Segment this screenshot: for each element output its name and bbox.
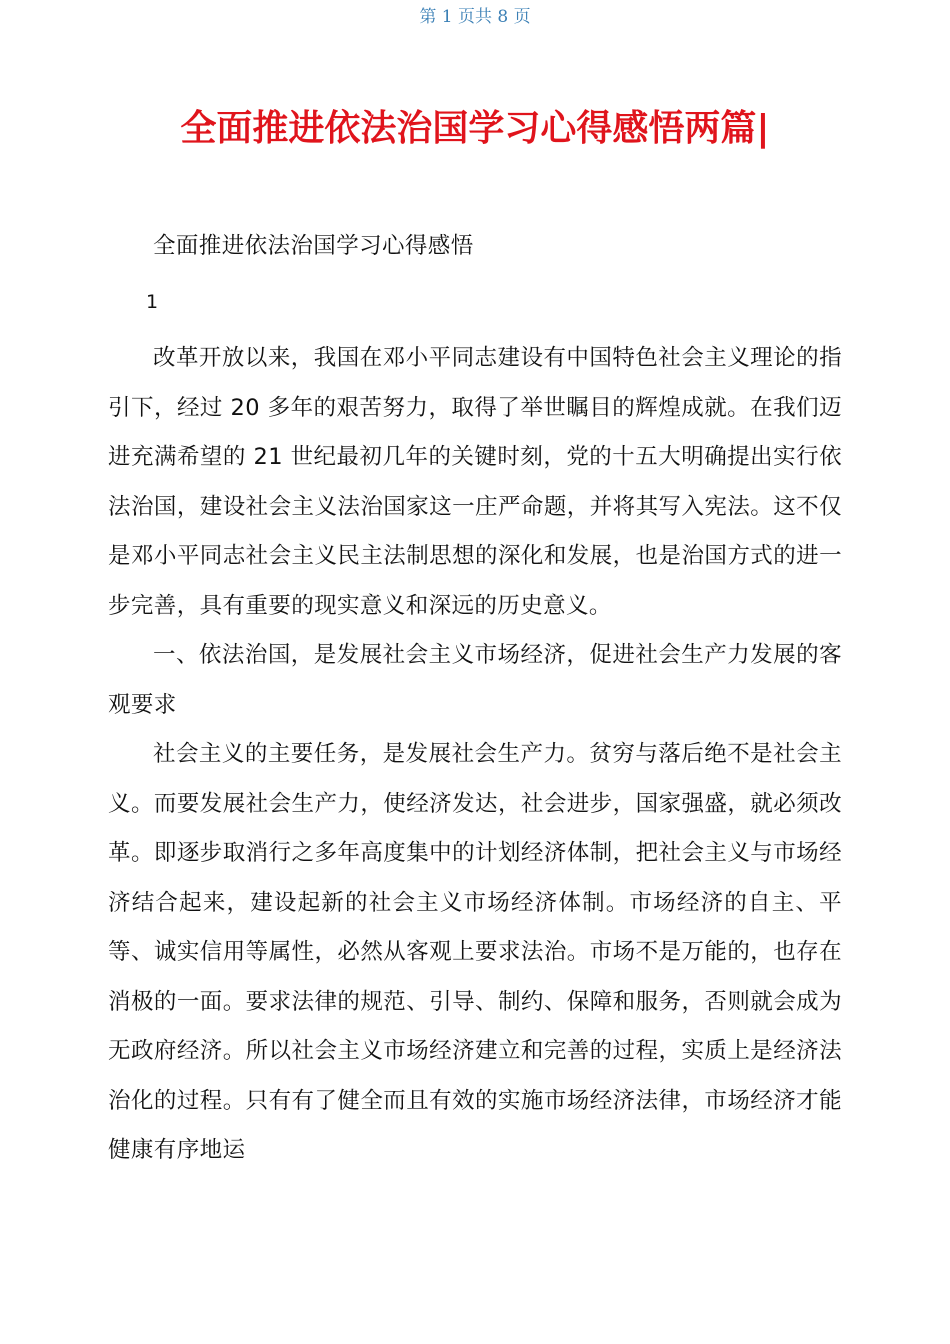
document-subtitle: 全面推进依法治国学习心得感悟 <box>153 233 474 259</box>
section-number: 1 <box>146 290 159 313</box>
document-body <box>108 222 842 1176</box>
paragraph-market-economy: 社会主义的主要任务，是发展社会生产力。贫穷与落后绝不是社会主义。而要发展社会生产力，使经济发达，社会进步，国家强盛，就必须改革。即逐步取消行之多年高度集中的计划经济体制，把社会主义与市场经济结合起来，建设起新的社会主义市场经济体制。市场经济的自主、平等、诚实信用等属性，必然从客观上要求法治。市场不是万能的，也存在消极的一面。要求法律的规范、引导、制约、保障和服务，否则就会成为无政府经济。所以社会主义市场经济建立和完善的过程，实质上是经济法治化的过程。只有有了健全而且有效的实施市场经济法律，市场经济才能健康有序地运 <box>108 741 842 1163</box>
document-title: 全面推进依法治国学习心得感悟两篇| <box>180 108 770 149</box>
section-heading-1: 一、依法治国，是发展社会主义市场经济，促进社会生产力发展的客观要求 <box>108 642 842 718</box>
page-indicator: 第 1 页共 8 页 <box>419 7 531 27</box>
paragraph-intro: 改革开放以来，我国在邓小平同志建设有中国特色社会主义理论的指引下，经过 20 多年的艰苦努力，取得了举世瞩目的辉煌成就。在我们迈进充满希望的 21 世纪最初几年的关键时刻，党的十五大明确提出实行依法治国，建设社会主义法治国家这一庄严命题，并将其写入宪法。这不仅是邓小平同志社会主义民主法制思想的深化和发展，也是治国方式的进一步完善，具有重要的现实意义和深远的历史意义。 <box>108 345 842 619</box>
